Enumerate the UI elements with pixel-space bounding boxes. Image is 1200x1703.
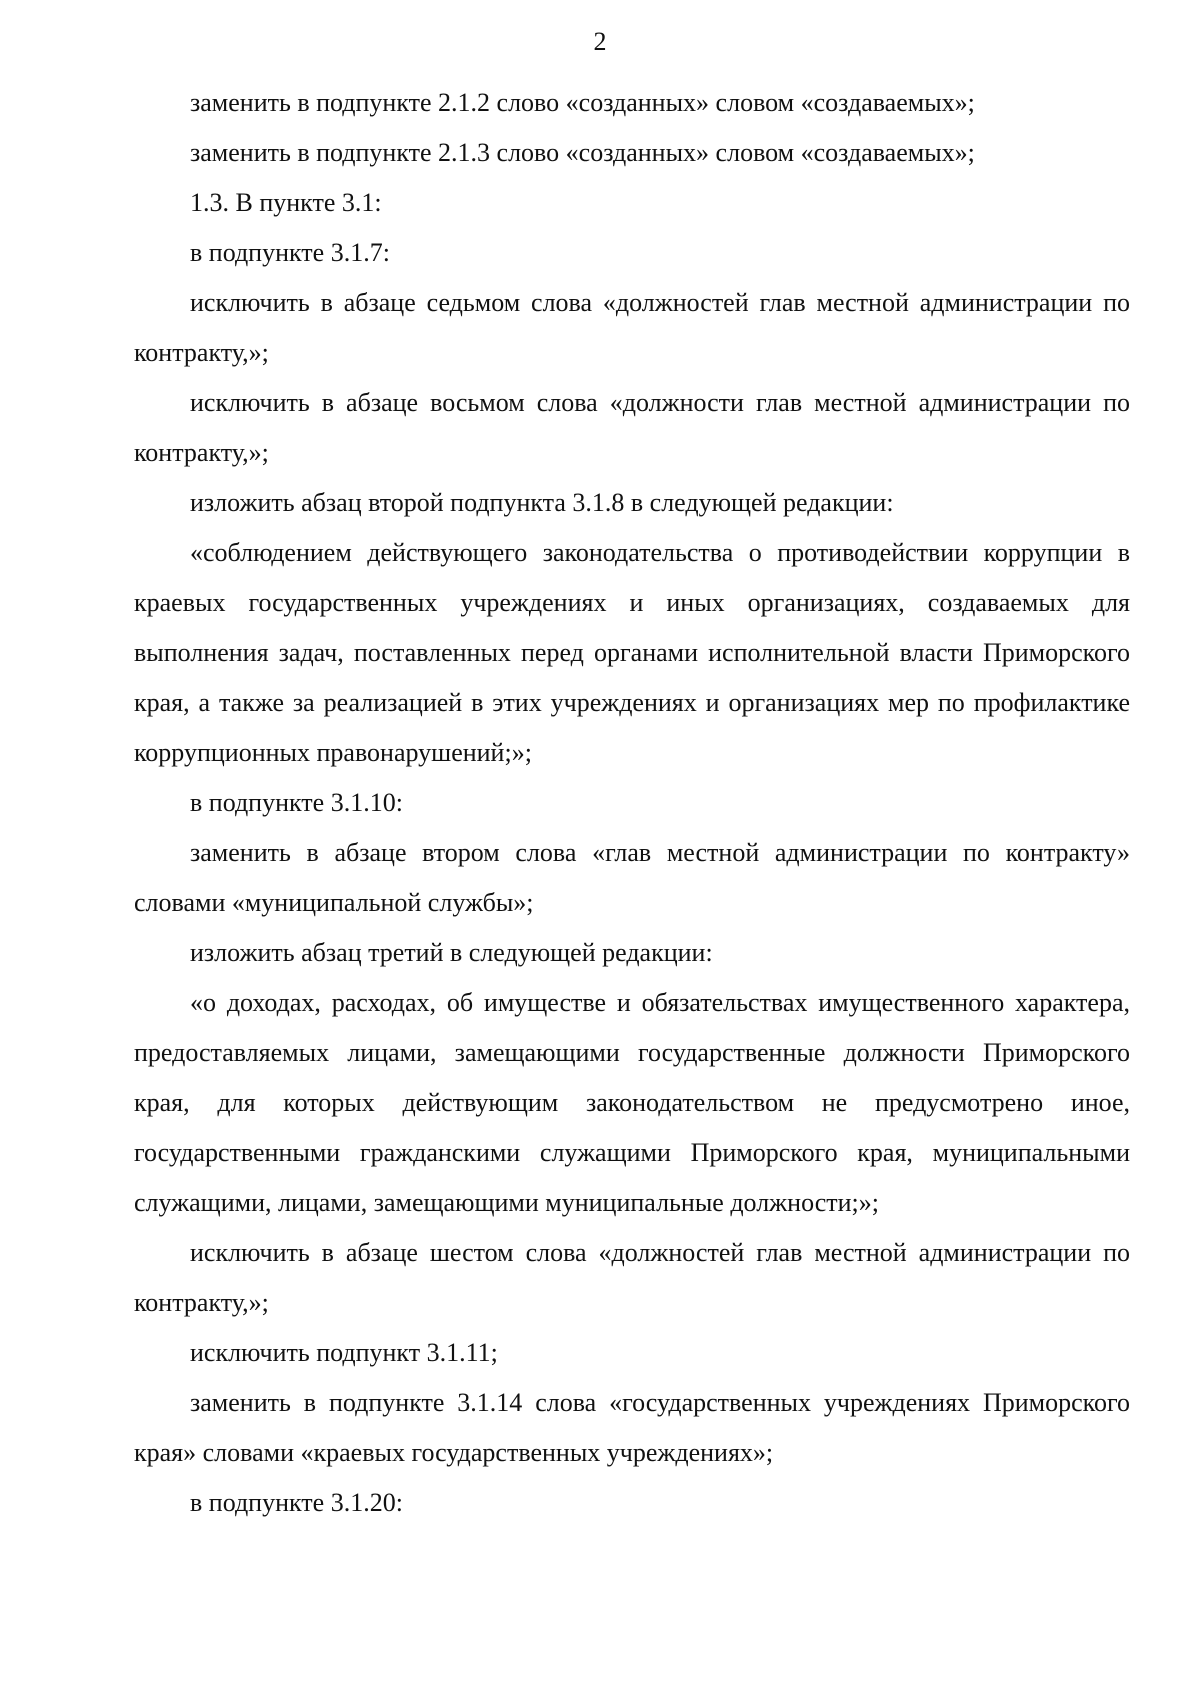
document-body xyxy=(134,78,1130,1528)
paragraph: заменить в подпункте 2.1.2 слово «созданных» словом «создаваемых»; xyxy=(190,88,975,117)
paragraph: исключить в абзаце седьмом слова «должностей глав местной администрации по контракту,»; xyxy=(134,288,1130,367)
page-number: 2 xyxy=(593,27,607,56)
paragraph: изложить абзац второй подпункта 3.1.8 в следующей редакции: xyxy=(190,488,894,517)
paragraph: исключить подпункт 3.1.11; xyxy=(190,1338,498,1367)
paragraph: «о доходах, расходах, об имуществе и обязательствах имущественного характера, предоставляемых лицами, замещающими государственные должности Приморского края, для которых действующим законодательством не предусмотрено иное, государственными гражданскими служащими Приморского края, муниципальными служащими, лицами, замещающими муниципальные должности;»; xyxy=(134,988,1130,1217)
paragraph: изложить абзац третий в следующей редакции: xyxy=(190,938,713,967)
paragraph: в подпункте 3.1.20: xyxy=(190,1488,403,1517)
paragraph: «соблюдением действующего законодательства о противодействии коррупции в краевых государственных учреждениях и иных организациях, создаваемых для выполнения задач, поставленных перед органами исполнительной власти Приморского края, а также за реализацией в этих учреждениях и организациях мер по профилактике коррупционных правонарушений;»; xyxy=(134,538,1130,767)
paragraph: в подпункте 3.1.7: xyxy=(190,238,390,267)
paragraph: исключить в абзаце восьмом слова «должности глав местной администрации по контракту,»; xyxy=(134,388,1130,467)
paragraph: 1.3. В пункте 3.1: xyxy=(190,188,382,217)
paragraph: в подпункте 3.1.10: xyxy=(190,788,403,817)
paragraph: заменить в подпункте 3.1.14 слова «государственных учреждениях Приморского края» словами «краевых государственных учреждениях»; xyxy=(134,1388,1130,1467)
paragraph: заменить в подпункте 2.1.3 слово «созданных» словом «создаваемых»; xyxy=(190,138,975,167)
paragraph: исключить в абзаце шестом слова «должностей глав местной администрации по контракту,»; xyxy=(134,1238,1130,1317)
paragraph: заменить в абзаце втором слова «глав местной администрации по контракту» словами «муниципальной службы»; xyxy=(134,838,1130,917)
